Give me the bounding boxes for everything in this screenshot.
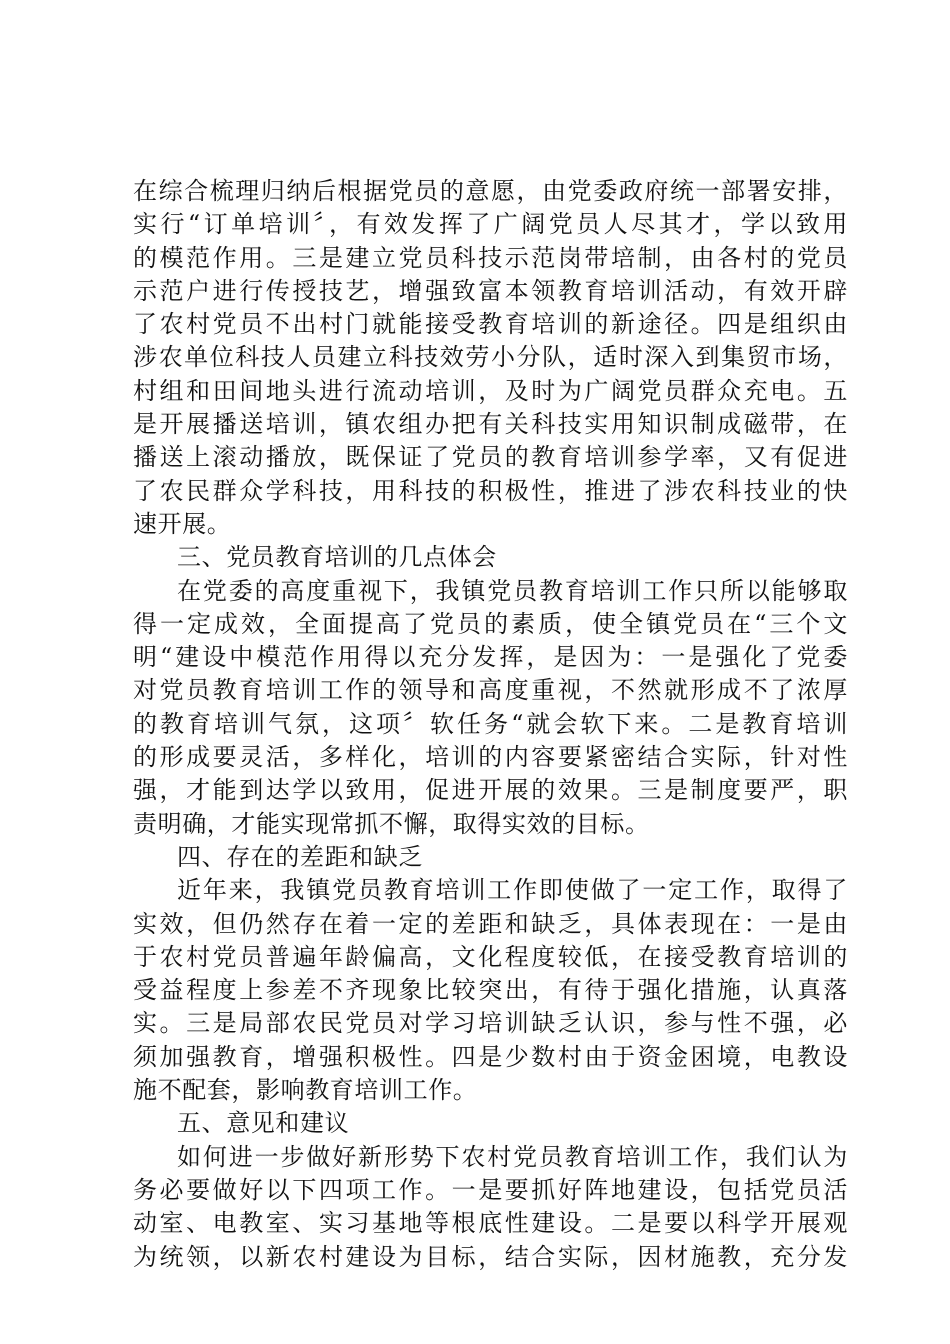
text-line: 如何进一步做好新形势下农村党员教育培训工作，我们认为 (177, 1142, 848, 1171)
text-line: 实效，但仍然存在着一定的差距和缺乏，具体表现在：一是由 (133, 909, 848, 938)
text-line: 强，才能到达学以致用，促进开展的效果。三是制度要严，职 (133, 776, 848, 805)
text-line: 务必要做好以下四项工作。一是要抓好阵地建设，包括党员活 (133, 1175, 848, 1204)
text-line: 于农村党员普遍年龄偏高，文化程度较低，在接受教育培训的 (133, 942, 848, 971)
text-line: 了农村党员不出村门就能接受教育培训的新途径。四是组织由 (133, 310, 848, 339)
text-line: 了农民群众学科技，用科技的积极性，推进了涉农科技业的快 (133, 476, 848, 505)
text-line: 的模范作用。三是建立党员科技示范岗带培制，由各村的党员 (133, 243, 848, 272)
text-line: 为统领，以新农村建设为目标，结合实际，因材施教，充分发 (133, 1242, 848, 1271)
text-line: 是开展播送培训，镇农组办把有关科技实用知识制成磁带，在 (133, 410, 848, 439)
text-line: 对党员教育培训工作的领导和高度重视，不然就形成不了浓厚 (133, 676, 848, 705)
text-line: 实行“订单培训〞，有效发挥了广阔党员人尽其才，学以致用 (133, 210, 848, 239)
text-line: 近年来，我镇党员教育培训工作即使做了一定工作，取得了 (177, 876, 848, 905)
section-heading: 三、党员教育培训的几点体会 (177, 543, 497, 572)
text-line: 的形成要灵活，多样化，培训的内容要紧密结合实际，针对性 (133, 743, 848, 772)
text-line: 实。三是局部农民党员对学习培训缺乏认识，参与性不强，必 (133, 1009, 848, 1038)
section-heading: 四、存在的差距和缺乏 (177, 842, 423, 871)
text-line: 速开展。 (133, 509, 232, 538)
document-body (133, 175, 848, 1274)
text-line: 明“建设中模范作用得以充分发挥，是因为：一是强化了党委 (133, 643, 848, 672)
text-line: 在综合梳理归纳后根据党员的意愿，由党委政府统一部署安排， (133, 177, 848, 205)
text-line: 播送上滚动播放，既保证了党员的教育培训参学率，又有促进 (133, 443, 848, 472)
text-line: 动室、电教室、实习基地等根底性建设。二是要以科学开展观 (133, 1209, 848, 1238)
text-line: 在党委的高度重视下，我镇党员教育培训工作只所以能够取 (177, 576, 848, 605)
text-line: 得一定成效，全面提高了党员的素质，使全镇党员在“三个文 (133, 609, 848, 638)
text-line: 的教育培训气氛，这项〞软任务“就会软下来。二是教育培训 (133, 709, 848, 738)
text-line: 受益程度上参差不齐现象比较突出，有待于强化措施，认真落 (133, 976, 848, 1005)
text-line: 村组和田间地头进行流动培训，及时为广阔党员群众充电。五 (133, 376, 848, 405)
text-line: 施不配套，影响教育培训工作。 (133, 1076, 478, 1105)
text-line: 须加强教育，增强积极性。四是少数村由于资金困境，电教设 (133, 1042, 848, 1071)
text-line: 涉农单位科技人员建立科技效劳小分队，适时深入到集贸市场， (133, 343, 848, 372)
section-heading: 五、意见和建议 (177, 1109, 350, 1138)
text-line: 责明确，才能实现常抓不懈，取得实效的目标。 (133, 809, 650, 838)
text-line: 示范户进行传授技艺，增强致富本领教育培训活动，有效开辟 (133, 276, 848, 305)
